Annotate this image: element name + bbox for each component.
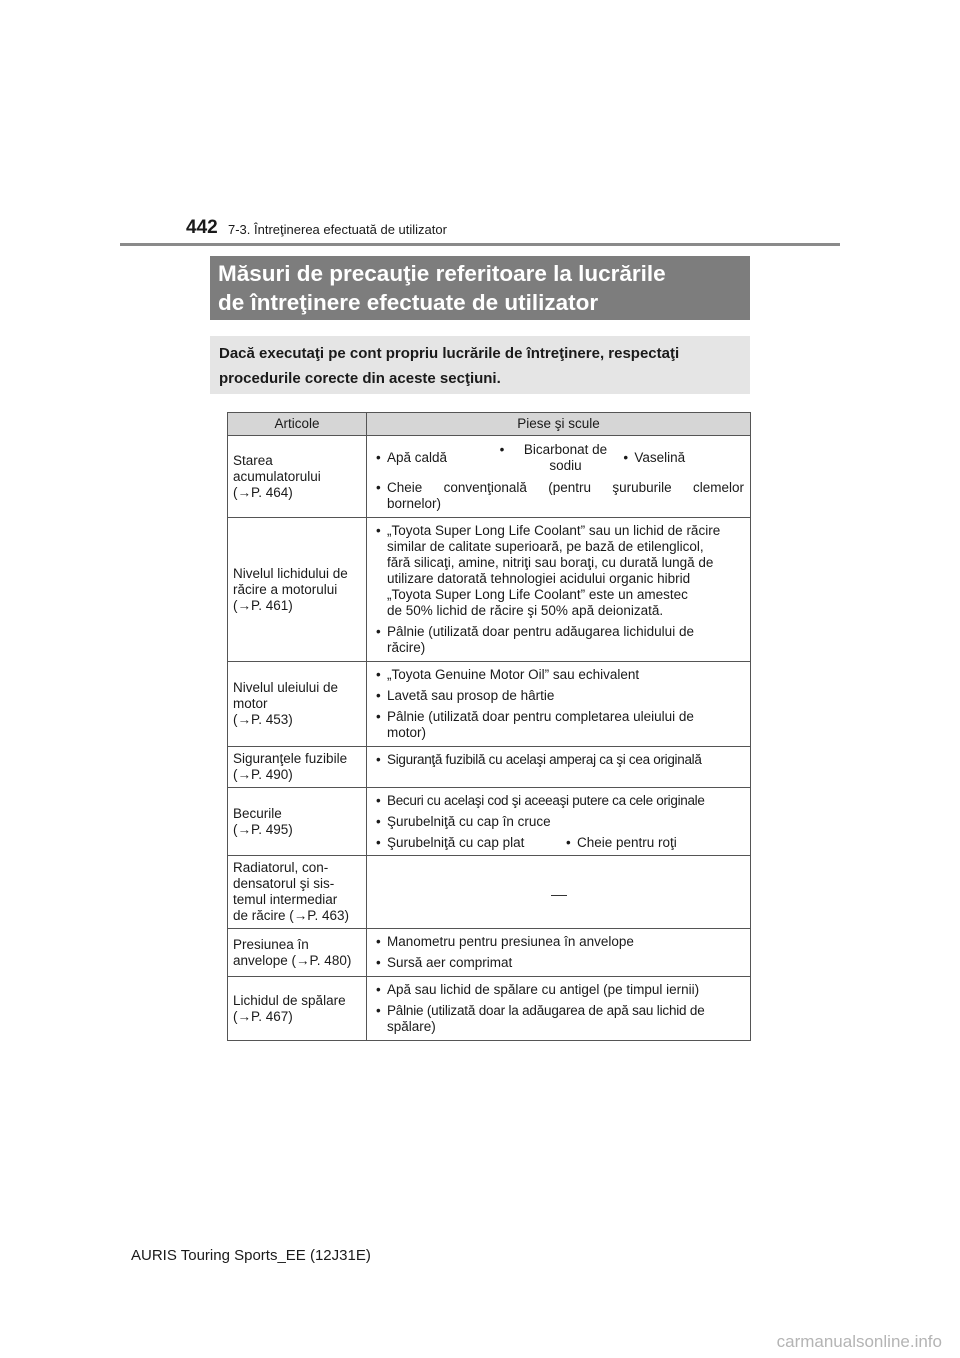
item-line: Siguranţele fuzibile xyxy=(233,751,348,766)
watermark: carmanualsonline.info xyxy=(776,1332,942,1351)
item-line: Becurile xyxy=(233,805,282,821)
list-item xyxy=(373,624,744,656)
table-row xyxy=(228,518,751,662)
tools-cell xyxy=(367,929,751,977)
list-item-line: bornelor) xyxy=(387,496,442,511)
section-title-line: Măsuri de precauţie referitoare la lucrările xyxy=(218,261,666,286)
table-row xyxy=(228,662,751,747)
list-item-line: • Becuri cu acelaşi cod şi aceeaşi putere ca cele originale xyxy=(387,793,705,808)
item-cell xyxy=(228,929,367,977)
item-cell xyxy=(228,788,367,856)
list-item-line: de 50% lichid de răcire şi 50% apă deionizată. xyxy=(387,603,664,618)
list-item xyxy=(373,955,744,971)
header-rule xyxy=(120,243,840,246)
list-item-line: • „Toyota Genuine Motor Oil” sau echivalent xyxy=(387,667,640,682)
maintenance-table xyxy=(227,412,751,1041)
section-title-line: de întreţinere efectuate de utilizator xyxy=(218,290,599,315)
list-item-line: • Apă caldă xyxy=(387,450,448,465)
list-item-line: • Cheie convenţională (pentru şuruburile clemelor xyxy=(387,480,744,495)
section-reference: 7-3. Întreţinerea efectuată de utilizator xyxy=(228,222,447,237)
list-item xyxy=(563,835,677,851)
list-item xyxy=(373,480,744,512)
empty-dash xyxy=(373,884,744,900)
list-item xyxy=(373,1003,744,1035)
tools-cell xyxy=(367,856,751,929)
item-line: (→P. 467) xyxy=(233,1008,293,1024)
list-item-line: • Şurubelniţă cu cap în cruce xyxy=(387,814,551,829)
item-cell xyxy=(228,518,367,662)
item-line: Radiatorul, con- xyxy=(233,860,329,875)
item-line: (→P. 453) xyxy=(233,712,293,727)
list-item-line: • Şurubelniţă cu cap plat xyxy=(387,835,525,850)
item-cell xyxy=(228,856,367,929)
list-item xyxy=(373,814,744,830)
item-line: (→P. 461) xyxy=(233,597,293,613)
item-line: acumulatorului xyxy=(233,468,321,484)
tools-cell xyxy=(367,518,751,662)
item-line: de răcire (→P. 463) xyxy=(233,908,350,923)
list-item xyxy=(620,450,744,466)
list-item-line: • Cheie pentru roţi xyxy=(577,835,677,850)
item-cell xyxy=(228,436,367,518)
list-item-line: „Toyota Super Long Life Coolant” este un amestec xyxy=(387,587,688,602)
list-item xyxy=(373,450,497,466)
item-line: Nivelul uleiului de xyxy=(233,680,339,695)
list-item-line: • Pâlnie (utilizată doar pentru adăugarea lichidului de xyxy=(387,624,694,639)
list-item-line: • Pâlnie (utilizată doar la adăugarea de apă sau lichid de xyxy=(387,1003,705,1018)
list-item xyxy=(373,835,563,851)
footer-model-code: AURIS Touring Sports_EE (12J31E) xyxy=(131,1247,371,1264)
list-item xyxy=(373,793,744,809)
table-row xyxy=(228,436,751,518)
table-header-row xyxy=(228,413,751,436)
list-item-line: • Lavetă sau prosop de hârtie xyxy=(387,688,555,703)
list-item xyxy=(373,934,744,950)
list-item-line: • „Toyota Super Long Life Coolant” sau un lichid de răcire xyxy=(387,523,721,538)
item-cell xyxy=(228,662,367,747)
item-line: răcire a motorului xyxy=(233,581,338,597)
list-item xyxy=(373,982,744,998)
list-item-line: • Bicarbonat de xyxy=(523,442,608,457)
item-line: (→P. 464) xyxy=(233,484,293,500)
table-row xyxy=(228,856,751,929)
list-item xyxy=(373,752,744,768)
list-item-line: similar de calitate superioară, pe bază de etilenglicol, xyxy=(387,539,704,554)
list-item-line: sodiu xyxy=(549,458,582,473)
list-item xyxy=(373,688,744,704)
page-number: 442 xyxy=(186,217,218,238)
item-line: Presiunea în xyxy=(233,936,309,952)
tools-inline-group xyxy=(373,835,744,851)
list-item xyxy=(373,667,744,683)
table-row xyxy=(228,747,751,788)
list-item xyxy=(497,442,621,474)
table-row xyxy=(228,929,751,977)
list-item-line: • Pâlnie (utilizată doar pentru completarea uleiului de xyxy=(387,709,694,724)
column-header-articles: Articole xyxy=(228,413,367,436)
tools-inline-group xyxy=(373,442,744,474)
list-item-line: • Siguranţă fuzibilă cu acelaşi amperaj ca şi cea originală xyxy=(387,752,702,767)
list-item xyxy=(373,709,744,741)
item-line: Starea xyxy=(233,452,273,468)
list-item-line: • Apă sau lichid de spălare cu antigel (pe timpul iernii) xyxy=(387,982,700,997)
tools-cell xyxy=(367,747,751,788)
item-line: (→P. 490) xyxy=(233,767,293,782)
list-item-line: spălare) xyxy=(387,1019,436,1034)
list-item-line: • Manometru pentru presiunea în anvelope xyxy=(387,934,634,949)
list-item-line: utilizare datorată tehnologiei acidului organic hibrid xyxy=(387,571,691,586)
item-cell xyxy=(228,977,367,1041)
list-item-line: • Sursă aer comprimat xyxy=(387,955,513,970)
item-line: (→P. 495) xyxy=(233,821,293,837)
list-item-line: fără silicaţi, amine, nitriţi sau boraţi, cu durată lungă de xyxy=(387,555,714,570)
item-line: motor xyxy=(233,696,268,711)
item-line: temul intermediar xyxy=(233,892,338,907)
item-cell xyxy=(228,747,367,788)
list-item-line: răcire) xyxy=(387,640,426,655)
intro-line: procedurile corecte din aceste secţiuni. xyxy=(219,370,501,387)
list-item-line: • Vaselină xyxy=(634,450,686,465)
section-title xyxy=(210,256,750,320)
intro-box xyxy=(210,336,750,394)
item-line: Nivelul lichidului de xyxy=(233,565,348,581)
column-header-parts-tools: Piese şi scule xyxy=(367,413,751,436)
table-row xyxy=(228,977,751,1041)
item-line: densatorul şi sis- xyxy=(233,876,335,891)
item-line: anvelope (→P. 480) xyxy=(233,952,352,968)
table-row xyxy=(228,788,751,856)
item-line: Lichidul de spălare xyxy=(233,992,346,1008)
list-item xyxy=(373,523,744,619)
tools-cell xyxy=(367,977,751,1041)
tools-cell xyxy=(367,662,751,747)
tools-cell xyxy=(367,436,751,518)
intro-line: Dacă executaţi pe cont propriu lucrările de întreţinere, respectaţi xyxy=(219,345,680,362)
list-item-line: motor) xyxy=(387,725,427,740)
tools-cell xyxy=(367,788,751,856)
